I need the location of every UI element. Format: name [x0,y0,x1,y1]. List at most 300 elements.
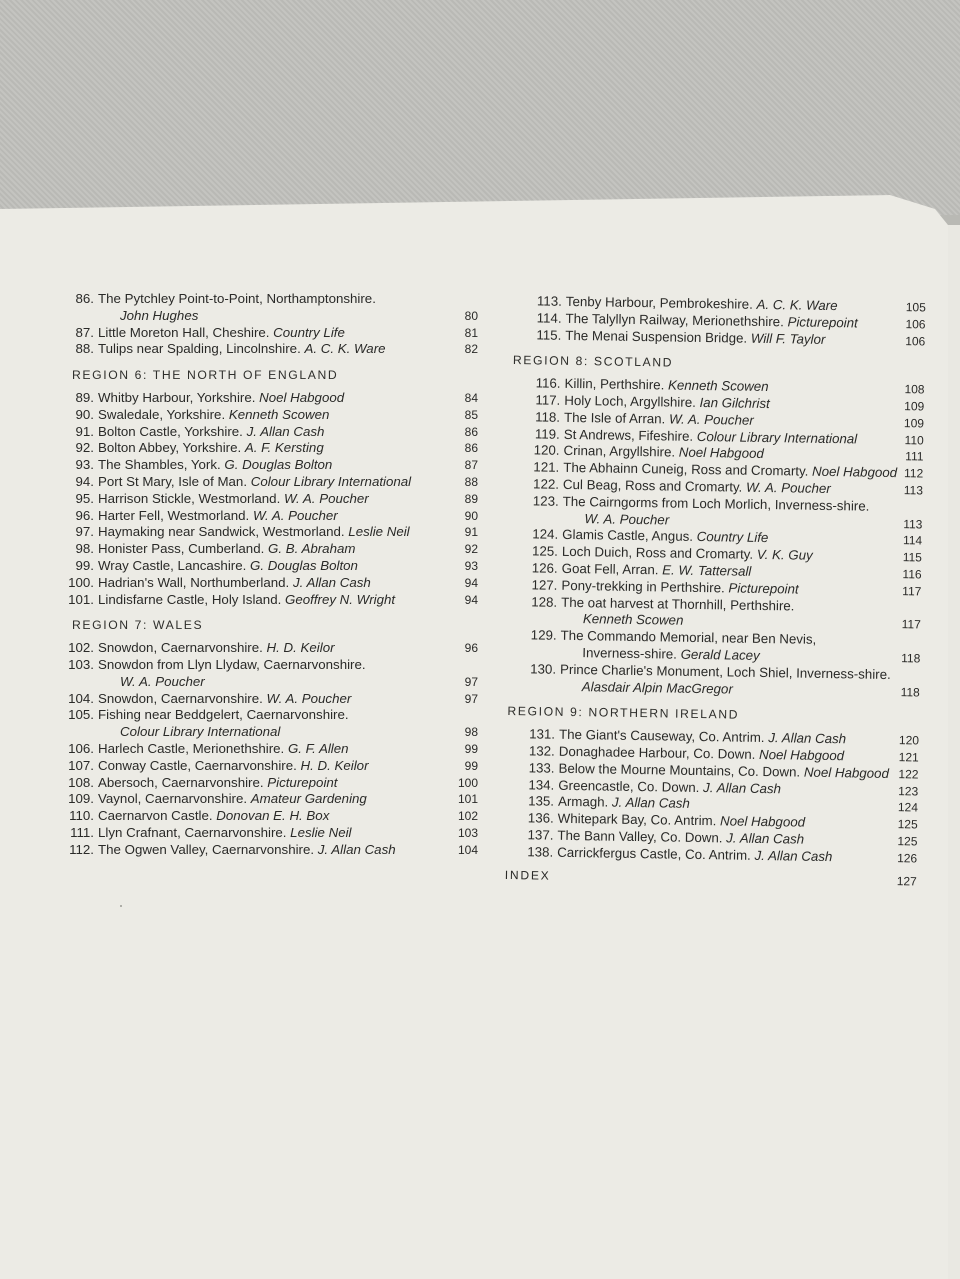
entry-caption [98,640,335,655]
page-number: 122 [898,766,919,782]
page-number: 101 [457,792,478,807]
list-item [44,325,484,342]
photo-credit: Country Life [696,529,769,546]
list-item [44,791,484,808]
caption-text: Harlech Castle, Merionethshire. [98,740,285,756]
caption-text: Bolton Abbey, Yorkshire. [98,440,242,456]
region-6-heading: REGION 6: THE NORTH OF ENGLAND [72,368,339,383]
entry-caption [562,544,813,563]
caption-text: Prince Charlie's Monument, Loch Shiel, Inverness-shire. [559,661,891,682]
entry-number: 91. [75,423,94,439]
caption-text: Hadrian's Wall, Northumberland. [98,574,290,590]
entry-caption [98,325,345,340]
entry-caption [98,390,344,405]
caption-text: Whitby Harbour, Yorkshire. [98,389,256,405]
entry-number: 86. [75,291,94,306]
entry-caption [98,341,386,356]
region-8-heading: REGION 8: SCOTLAND [512,353,674,370]
entry-caption [565,327,825,346]
caption-text: The Commando Memorial, near Ben Nevis, [560,627,817,647]
entry-caption [558,811,806,830]
caption-text: Bolton Castle, Yorkshire. [98,423,243,439]
photo-credit: W. A. Poucher [668,411,754,428]
photo-credit: W. A. Poucher [252,507,338,523]
entry-number: 123. [532,493,559,509]
entry-caption [561,578,798,597]
page-number: 90 [464,508,478,523]
page-number: 99 [464,741,478,756]
page-number: 87 [464,458,478,473]
list-item [506,661,926,701]
caption-text: Donaghadee Harbour, Co. Down. [558,743,756,762]
entry-caption [561,628,817,647]
photo-credit: H. D. Keilor [300,757,369,773]
page-number: 106 [905,316,926,332]
caption-text: Below the Mourne Mountains, Co. Down. [558,760,801,780]
caption-text: Lindisfarne Castle, Holy Island. [98,591,282,607]
region-9-heading: REGION 9: NORTHERN IRELAND [507,704,740,722]
page-number: 116 [902,567,922,582]
page-number: 113 [903,483,924,498]
entry-number: 128. [531,593,558,610]
entry-number: 125. [531,543,559,559]
entry-number: 112. [69,841,94,857]
entry-caption [564,393,770,411]
entry-number: 129. [530,627,557,643]
entry-number: 126. [531,560,558,576]
caption-text: The Talyllyn Railway, Merionethshire. [565,310,784,330]
page-number: 112 [903,466,924,481]
photo-credit: J. Allan Cash [246,423,325,439]
caption-text: The oat harvest at Thornhill, Perthshire. [561,594,795,614]
continuation-text: W. A. Poucher [584,510,670,528]
photo-credit: Amateur Gardening [250,791,367,807]
photo-credit: Noel Habgood [811,463,898,481]
entry-number: 99. [75,557,94,573]
page-number: 89 [464,491,478,506]
entry-number: 105. [68,707,94,723]
entry-number: 106. [68,740,94,756]
caption-text: Tenby Harbour, Pembrokeshire. [565,293,753,312]
list-item [44,825,484,842]
photo-credit: W. A. Poucher [283,490,369,506]
caption-text: Armagh. [557,794,609,810]
page-number: 111 [905,449,924,464]
list-item [44,741,484,758]
caption-text: Tulips near Spalding, Lincolnshire. [98,341,301,357]
entry-caption [98,842,396,857]
list-item [44,775,484,792]
page-number: 105 [905,300,926,315]
entry-caption [562,561,752,579]
list-item [44,390,484,407]
caption-text: The Ogwen Valley, Caernarvonshire. [98,841,315,857]
entry-caption [563,477,831,496]
entry-number: 108. [68,774,94,790]
left-column [44,291,484,859]
entry-caption [558,794,690,811]
photo-credit: H. D. Keilor [266,640,335,656]
entry-number: 133. [528,760,555,776]
entry-number: 101. [68,591,94,607]
photo-credit: Noel Habgood [678,445,764,462]
entry-number: 96. [75,507,94,523]
list-item [44,341,484,358]
entry-number: 93. [75,457,94,473]
continuation-text: Inverness-shire. [582,645,678,662]
page-number: 113 [903,516,923,532]
entry-caption [98,808,329,823]
caption-text: Llyn Crafnant, Caernarvonshire. [98,824,287,840]
page-number: 102 [457,809,478,824]
photo-credit: Will F. Taylor [750,330,826,347]
entries-left-a [44,291,484,358]
entry-number: 89. [75,389,94,405]
page-number: 85 [464,407,478,422]
entry-number: 88. [75,341,94,357]
entry-caption [98,691,351,706]
index-page-number: 127 [896,873,917,888]
entries-left-c [44,640,484,858]
entry-number: 121. [533,459,560,475]
list-item [44,758,484,775]
entry-caption [98,791,367,806]
entry-number: 114. [536,310,562,326]
page-number: 82 [464,342,478,357]
entry-caption [98,407,329,422]
entry-continuation [44,724,484,741]
entry-caption [562,527,768,545]
photo-credit: G. Douglas Bolton [224,457,333,473]
continuation-text: John Hughes [120,307,199,323]
entry-number: 120. [533,442,560,459]
entry-caption [566,294,838,313]
entries-left-b [44,390,484,608]
caption-text: Port St Mary, Isle of Man. [98,473,248,489]
entry-number: 113. [536,293,562,309]
photo-credit: Colour Library International [250,473,412,489]
list-item [44,808,484,825]
caption-text: Killin, Perthshire. [564,376,665,393]
photo-credit: Picturepoint [787,314,858,331]
page-number: 109 [903,415,925,431]
entry-number: 110. [69,808,94,824]
entry-number: 107. [68,757,94,773]
entry-number: 116. [535,375,561,391]
entry-number: 95. [75,490,94,506]
list-item [44,491,484,508]
entry-caption [98,424,324,439]
caption-text: Snowdon, Caernarvonshire. [98,640,263,656]
caption-text: Carrickfergus Castle, Co. Antrim. [557,844,751,863]
page-number: 121 [898,750,919,765]
photo-credit: Colour Library International [696,428,858,447]
entry-continuation [44,674,484,691]
entry-caption [564,376,768,394]
caption-text: St Andrews, Fifeshire. [563,426,694,444]
caption-text: The Isle of Arran. [563,409,666,427]
photo-credit: Picturepoint [728,580,799,597]
caption-text: Snowdon, Caernarvonshire. [98,690,263,706]
entries-right-a [511,293,932,350]
entry-caption [558,777,781,795]
page-number: 91 [464,525,478,540]
list-item [44,424,484,441]
page-number: 81 [464,325,478,340]
continuation-text: Alasdair Alpin MacGregor [581,678,733,697]
photo-credit: Noel Habgood [758,746,845,764]
caption-text: Loch Duich, Ross and Cromarty. [561,543,754,562]
page-number: 88 [464,474,478,489]
caption-text: Swaledale, Yorkshire. [98,406,226,422]
page-number: 117 [901,617,921,632]
entry-caption [98,707,349,722]
caption-text: Cul Beag, Ross and Cromarty. [562,476,743,495]
photo-credit: E. W. Tattersall [662,562,752,579]
photo-credit: Noel Habgood [259,389,345,405]
photo-credit: Leslie Neil [290,824,352,840]
entry-caption [563,443,764,461]
entry-caption [98,491,369,506]
caption-text: The Menai Suspension Bridge. [565,327,748,346]
page-number: 126 [897,850,918,866]
photo-credit: Geoffrey N. Wright [285,591,396,607]
page-number: 99 [464,758,478,773]
entries-right-c [503,726,925,867]
caption-text: Holy Loch, Argyllshire. [564,392,696,410]
photo-credit: A. C. K. Ware [304,341,386,357]
photo-credit: Kenneth Scowen [667,377,769,395]
entry-number: 118. [535,409,561,425]
caption-text: Harter Fell, Westmorland. [98,507,250,523]
entry-number: 92. [75,440,94,456]
caption-text: The Pytchley Point-to-Point, Northamptonshire. [98,291,376,306]
page-number: 92 [464,542,478,557]
page-number: 80 [464,308,478,323]
list-item [44,474,484,491]
caption-text: Harrison Stickle, Westmorland. [98,490,281,506]
caption-text: The Giant's Causeway, Co. Antrim. [558,726,765,746]
entry-number: 103. [68,656,94,672]
region-7-heading: REGION 7: WALES [72,618,204,633]
continuation-text: Colour Library International [120,724,281,740]
page-number: 97 [464,674,478,689]
page-number: 103 [457,825,478,840]
list-item [44,558,484,575]
caption-text: Glamis Castle, Angus. [562,527,694,545]
page-number: 84 [464,390,478,405]
page-speck [120,905,122,907]
entry-caption [98,291,376,306]
page-number: 125 [897,834,918,849]
entry-number: 100. [68,574,94,590]
page-number: 98 [464,725,478,740]
right-column [503,293,932,890]
list-item [44,524,484,541]
entry-number: 119. [534,425,560,442]
page-number: 123 [898,783,919,798]
continuation-text: W. A. Poucher [120,673,205,689]
entry-number: 136. [527,810,554,826]
entry-number: 87. [75,324,94,340]
entry-number: 90. [75,406,94,422]
caption-text: The Abhainn Cuneig, Ross and Cromarty. [563,459,809,479]
list-item [44,707,484,741]
caption-text: Caernarvon Castle. [98,808,213,824]
entry-caption [98,575,371,590]
entry-number: 138. [527,844,554,860]
photo-credit: J. Allan Cash [292,574,371,590]
entry-number: 130. [530,661,557,677]
index-label: INDEX [504,867,551,883]
entry-caption [98,541,355,556]
entry-number: 109. [68,791,94,807]
caption-text: Haymaking near Sandwick, Westmorland. [98,524,345,540]
photo-credit: Noel Habgood [803,764,890,781]
page-number: 118 [900,684,920,699]
photo-credit: G. Douglas Bolton [250,557,358,573]
caption-text: Goat Fell, Arran. [561,560,659,578]
entry-number: 98. [75,541,94,557]
list-item [44,457,484,474]
page-number: 94 [464,592,478,607]
list-item [44,575,484,592]
caption-text: Vaynol, Caernarvonshire. [98,791,248,807]
entry-caption [98,592,395,607]
page-number: 97 [464,691,478,706]
caption-text: The Cairngorms from Loch Morlich, Inverness-shire. [562,493,870,514]
entry-number: 127. [531,577,558,593]
caption-text: Abersoch, Caernarvonshire. [98,774,264,790]
entry-caption [561,594,795,613]
caption-text: Fishing near Beddgelert, Caernarvonshire. [98,707,349,723]
caption-text: The Bann Valley, Co. Down. [557,827,723,846]
caption-text: Little Moreton Hall, Cheshire. [98,324,270,340]
photo-credit: W. A. Poucher [745,479,831,496]
list-item [44,508,484,525]
photo-credit: Country Life [273,324,345,340]
entry-number: 102. [68,640,94,656]
entry-number: 104. [68,690,94,706]
entry-caption [98,457,332,472]
list-item [44,691,484,708]
photo-credit: V. K. Guy [756,547,813,563]
page-number: 106 [905,333,926,349]
photo-credit: G. B. Abraham [268,541,356,557]
entry-number: 117. [535,392,561,408]
page-number: 124 [897,800,919,815]
photo-credit: J. Allan Cash [703,779,782,796]
caption-text: The Shambles, York. [98,457,221,473]
list-item [44,842,484,859]
entry-continuation [44,308,484,325]
photo-credit: Ian Gilchrist [699,394,770,412]
page-number: 100 [457,775,478,790]
entry-caption [98,775,337,790]
caption-text: Pony-trekking in Perthshire. [561,577,725,596]
page-number: 117 [902,583,922,599]
list-item [44,291,484,325]
photo-credit: Leslie Neil [348,524,410,540]
entry-number: 111. [70,824,94,840]
entry-number: 135. [528,793,555,810]
caption-text: Crinan, Argyllshire. [563,443,676,460]
page-number: 86 [464,424,478,439]
list-item [44,657,484,691]
entry-caption [98,440,324,455]
page-number: 120 [898,733,920,748]
photo-credit: W. A. Poucher [266,690,352,706]
entry-caption [98,825,352,840]
photo-credit: A. F. Kersting [244,440,324,456]
photo-credit: A. C. K. Ware [756,296,838,314]
photo-credit: Donovan E. H. Box [216,808,330,824]
photo-credit: Picturepoint [267,774,338,790]
list-item [44,541,484,558]
entry-caption [98,741,349,756]
entry-number: 124. [532,526,559,543]
entry-number: 115. [536,326,562,343]
list-item [44,407,484,424]
page-number: 118 [901,651,921,666]
entry-number: 132. [528,743,555,759]
page-number: 110 [904,432,924,448]
page-number: 115 [902,550,923,565]
continuation-text: Kenneth Scowen [582,611,684,629]
page-number: 125 [897,817,918,832]
photo-credit: Kenneth Scowen [228,406,330,422]
entry-caption [98,474,411,489]
entry-number: 131. [529,726,556,742]
entry-caption [557,828,804,847]
page-number: 114 [902,533,923,548]
page-number: 108 [904,382,925,397]
caption-text: Honister Pass, Cumberland. [98,541,265,557]
photo-credit: J. Allan Cash [726,830,805,847]
photo-credit: J. Allan Cash [754,847,833,864]
page-number: 94 [464,575,478,590]
page-number: 109 [904,399,925,414]
photo-credit: G. F. Allen [287,740,349,756]
caption-text: Whitepark Bay, Co. Antrim. [557,810,717,829]
photo-credit: Noel Habgood [719,813,806,830]
entry-caption [557,844,832,863]
list-item [44,640,484,657]
page-number: 93 [464,558,478,573]
entry-caption [98,657,366,672]
list-item [44,440,484,457]
table-surface [0,0,960,215]
list-item [44,592,484,609]
entry-caption [98,558,358,573]
photo-credit: J. Allan Cash [611,794,690,812]
photo-credit: J. Allan Cash [317,841,396,857]
entry-caption [564,410,754,428]
caption-text: Wray Castle, Lancashire. [98,557,247,573]
entries-right-b [506,375,931,701]
caption-text: Conway Castle, Caernarvonshire. [98,757,297,773]
entry-number: 94. [75,473,94,489]
caption-text: Snowdon from Llyn Llydaw, Caernarvonshire. [98,656,366,672]
entry-number: 134. [528,776,555,793]
entry-number: 97. [75,524,94,540]
photo-credit: Gerald Lacey [680,646,760,663]
entry-caption [98,524,410,539]
page-number: 86 [464,441,478,456]
entry-caption [98,758,369,773]
photo-credit: J. Allan Cash [768,730,847,747]
page-number: 104 [457,842,478,857]
